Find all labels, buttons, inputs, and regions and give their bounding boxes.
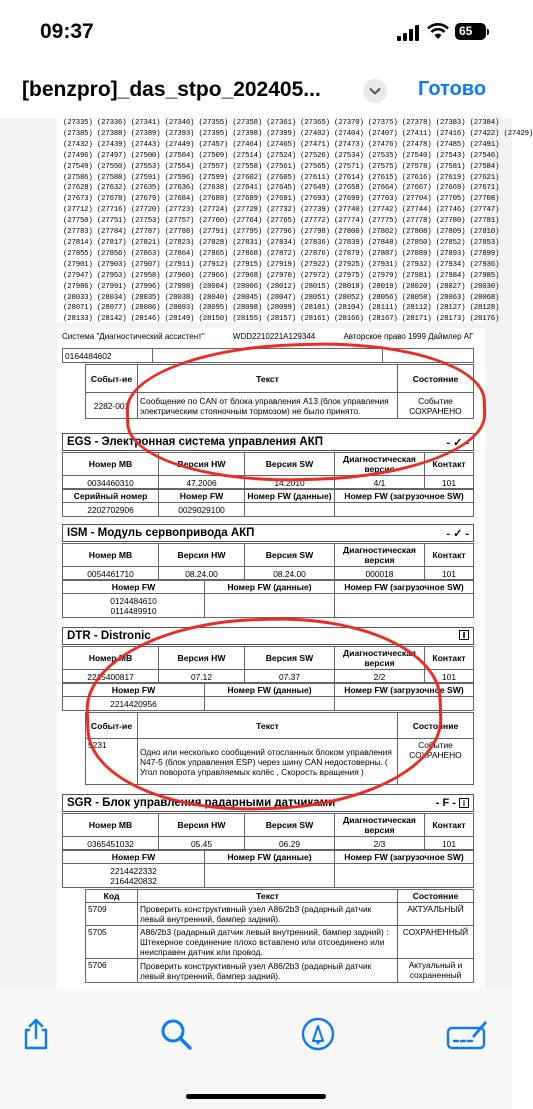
code-list-line: (27750) (27751) (27753) (27757) (27760) (27764) (27765) (27772) (27774) (27775) (27778) (27780) (27781) — [63, 217, 500, 226]
nav-bar — [0, 70, 512, 114]
sgr-fw-2: 2164420832 — [110, 875, 157, 886]
sgr-code-header: Код — [86, 890, 138, 903]
section-dtr-title: DTR - Distronic — [67, 630, 151, 642]
section-sgr-status: - F - — [435, 797, 456, 809]
section-sgr-status-wrap — [436, 797, 469, 809]
code-list-line: (27673) (27678) (27679) (27684) (27688) (27689) (27691) (27693) (27699) (27703) (27704) (27705) (27708) — [63, 195, 500, 204]
title-menu-button[interactable] — [363, 79, 387, 103]
code-list-line: (27814) (27817) (27821) (27823) (27828) (27831) (27834) (27836) (27839) (27848) (27850) (27852) (27853) — [63, 238, 500, 247]
dtr-event-text: Одно или несколько сообщений отосланных блоком управления N47-5 (блок управления ESP) через шину CAN недостоверны. ( Угол поворота управляемых колёс , Скорость вращения ) — [138, 739, 398, 785]
sgr-state-header: Состояние — [398, 890, 474, 903]
battery-tip — [487, 29, 489, 35]
copyright: Авторское право 1999 Даймлер АГ — [343, 332, 474, 341]
row-code: 5709 — [86, 903, 138, 926]
markup-pen-icon[interactable] — [300, 1016, 336, 1052]
code-list-line: (27712) (27716) (27720) (27723) (27724) (27728) (27732) (27739) (27740) (27742) (27744) (27746) (27747) — [63, 206, 500, 215]
label-contact: Контакт — [425, 453, 474, 476]
label-diag: Диагностическая версия — [335, 544, 425, 567]
text-header: Текст — [138, 365, 398, 393]
dtr-hw: 07.12 — [159, 670, 245, 684]
code-list-line: (27586) (27588) (27591) (27596) (27599) (27602) (27605) (27611) (27614) (27615) (27616) (27619) (27621) — [63, 173, 500, 182]
info-icon[interactable]: i — [459, 798, 469, 808]
table-row — [86, 903, 474, 926]
sgr-fw-list — [63, 864, 205, 888]
label-fw: Номер FW — [63, 850, 205, 864]
sgr-contact: 101 — [425, 837, 474, 851]
sgr-text-header: Текст — [138, 890, 398, 903]
sgr-diag: 2/3 — [335, 837, 425, 851]
section-ism-status: - ✓ - — [446, 528, 469, 540]
label-fw-boot: Номер FW (загрузочное SW) — [335, 850, 474, 864]
egs-table-2 — [62, 488, 474, 517]
label-fw-boot: Номер FW (загрузочное SW) — [335, 683, 474, 697]
egs-contact: 101 — [425, 476, 474, 490]
row-state: СОХРАНЕННЫЙ — [398, 926, 474, 959]
label-mb-no: Номер MB — [63, 453, 159, 476]
code-list-line: (27855) (27856) (27863) (27864) (27865) (27868) (27872) (27876) (27879) (27887) (27889) (27893) (27899) — [63, 249, 500, 258]
code-list-line: (27335) (27336) (27341) (27346) (27355) (27358) (27361) (27365) (27370) (27375) (27378) (27383) (27384) — [63, 119, 500, 127]
dtr-event-header: Событ-ие — [86, 713, 138, 739]
label-fw-data: Номер FW (данные) — [205, 850, 335, 864]
fault-code-list — [57, 118, 533, 325]
label-diag: Диагностическая версия — [335, 453, 425, 476]
vin: WDD2210221A129344 — [232, 332, 316, 341]
sgr-table-2 — [62, 849, 474, 888]
dtr-event-code: 5231 — [86, 739, 138, 785]
event-header: Событ-ие — [86, 365, 138, 393]
row-state: Актуальный и сохраненный — [398, 959, 474, 983]
label-fw-data: Номер FW (данные) — [245, 489, 335, 503]
row-code: 5705 — [86, 926, 138, 959]
sgr-fw-1: 2214422332 — [110, 865, 157, 876]
code-list-line: (27549) (27550) (27553) (27554) (27557) (27558) (27561) (27565) (27571) (27575) (27578) (27581) (27584) — [63, 162, 500, 171]
section-ism-header — [62, 524, 474, 542]
dtr-text-header: Текст — [138, 713, 398, 739]
battery-icon: 65 — [455, 23, 486, 40]
section-sgr-title: SGR - Блок управления радарными датчиками — [67, 797, 336, 809]
ism-fw-list — [63, 594, 205, 618]
label-hw: Версия HW — [159, 544, 245, 567]
section-ism-title: ISM - Модуль сервопривода АКП — [67, 527, 255, 539]
egs-serial: 2202702906 — [63, 503, 159, 517]
dtr-contact: 101 — [425, 670, 474, 684]
ism-fw-1: 0124484610 — [110, 595, 157, 606]
signature-icon[interactable] — [446, 1016, 488, 1052]
label-fw-boot: Номер FW (загрузочное SW) — [335, 580, 474, 594]
wifi-icon — [426, 22, 450, 40]
egs-fw: 0029029100 — [159, 503, 245, 517]
label-serial: Серийный номер — [63, 489, 159, 503]
sgr-mb-no: 0365451032 — [63, 837, 159, 851]
sgr-sw: 06.29 — [245, 837, 335, 851]
dtr-state-header: Состояние — [398, 713, 474, 739]
document-title[interactable]: [benzpro]_das_stpo_202405... — [22, 78, 321, 101]
label-fw: Номер FW — [63, 683, 205, 697]
part-number: 0164484602 — [63, 349, 153, 363]
share-icon[interactable] — [18, 1016, 54, 1052]
label-diag: Диагностическая версия — [335, 647, 425, 670]
dtr-event-state: Событие СОХРАНЕНО — [398, 739, 474, 785]
sgr-code-table — [85, 889, 474, 983]
bottom-toolbar — [0, 988, 512, 1109]
label-sw: Версия SW — [245, 453, 335, 476]
label-sw: Версия SW — [245, 814, 335, 837]
egs-sw: 14.2010 — [245, 476, 335, 490]
row-text: Проверить конструктивный узел A86/2b3 (радарный датчик левый внутренний, бампер задний). — [138, 959, 398, 983]
chevron-down-icon — [363, 79, 387, 103]
code-list-line: (27628) (27632) (27635) (27636) (27638) (27641) (27645) (27649) (27658) (27664) (27667) (27669) (27671) — [63, 184, 500, 193]
dtr-mb-no: 2215400817 — [63, 670, 159, 684]
status-bar — [0, 0, 512, 62]
page-header — [62, 332, 499, 341]
label-mb-no: Номер MB — [63, 544, 159, 567]
label-sw: Версия SW — [245, 647, 335, 670]
info-icon[interactable]: i — [459, 630, 469, 640]
sgr-hw: 05.45 — [159, 837, 245, 851]
egs-diag: 4/1 — [335, 476, 425, 490]
row-code: 5706 — [86, 959, 138, 983]
section-egs-status: - ✓ - — [446, 437, 469, 449]
table-row — [86, 926, 474, 959]
ism-fw-2: 0114489910 — [110, 605, 157, 616]
ism-hw: 08.24.00 — [159, 567, 245, 581]
label-hw: Версия HW — [159, 453, 245, 476]
ism-table-2 — [62, 579, 474, 618]
ism-sw: 08.24.00 — [245, 567, 335, 581]
table-row — [86, 959, 474, 983]
code-list-line: (27783) (27784) (27787) (27788) (27791) (27795) (27796) (27798) (27800) (27802) (27808) (27809) (27810) — [63, 228, 500, 237]
dtr-diag: 2/2 — [335, 670, 425, 684]
done-button[interactable]: Готово — [418, 78, 487, 100]
document-viewer[interactable] — [0, 118, 533, 988]
ism-diag: 000018 — [335, 567, 425, 581]
ism-mb-no: 0054461710 — [63, 567, 159, 581]
label-mb-no: Номер MB — [63, 647, 159, 670]
code-list-line: (28033) (28034) (28035) (28038) (28040) (28045) (28047) (28051) (28052) (28056) (28058) (28063) (28068) — [63, 293, 500, 302]
label-hw: Версия HW — [159, 814, 245, 837]
dtr-sw: 07.37 — [245, 670, 335, 684]
ism-table — [62, 543, 474, 581]
clock: 09:37 — [40, 20, 94, 43]
label-diag: Диагностическая версия — [335, 814, 425, 837]
label-mb-no: Номер MB — [63, 814, 159, 837]
cellular-signal-icon — [397, 25, 419, 41]
row-text: A86/2b3 (радарный датчик левый внутренний, бампер задний) : Штекерное соединение плохо вставлено или отсоединено или неисправен датчик или провод. — [138, 926, 398, 959]
egs-hw: 47.2006 — [159, 476, 245, 490]
code-list-line: (27432) (27439) (27443) (27449) (27457) (27464) (27465) (27471) (27473) (27476) (27478) (27485) (27491) — [63, 140, 500, 149]
label-fw-boot: Номер FW (загрузочное SW) — [335, 489, 474, 503]
event-state: Событие СОХРАНЕНО — [398, 393, 474, 419]
code-list-line: (27947) (27953) (27958) (27960) (27966) (27968) (27970) (27972) (27975) (27979) (27981) (27984) (27985) — [63, 271, 500, 280]
code-list-line: (27986) (27991) (27996) (27998) (28004) (28006) (28012) (28015) (28018) (28019) (28020) (28027) (28030) — [63, 282, 500, 291]
section-egs-title: EGS - Электронная система управления АКП — [67, 436, 324, 448]
label-fw: Номер FW — [159, 489, 245, 503]
row-text: Проверить конструктивный узел A86/2b3 (радарный датчик левый внутренний, бампер задний). — [138, 903, 398, 926]
dtr-fw: 2214420956 — [63, 697, 205, 711]
event-text: Сообщение по CAN от блока управления A13 (блок управления электрическим стояночным тормозом) не было принято. — [138, 393, 398, 419]
code-list-line: (28133) (28142) (28146) (28149) (28150) (28155) (28157) (28161) (28166) (28167) (28171) (28173) (28176) — [63, 315, 500, 324]
home-indicator — [186, 1094, 326, 1099]
state-header: Состояние — [398, 365, 474, 393]
label-contact: Контакт — [425, 647, 474, 670]
label-hw: Версия HW — [159, 647, 245, 670]
code-list-line: (27496) (27497) (27500) (27504) (27509) (27514) (27524) (27526) (27534) (27535) (27540) (27543) (27546) — [63, 151, 500, 160]
sgr-table — [62, 813, 474, 851]
code-list-line: (27385) (27388) (27389) (27393) (27395) (27398) (27399) (27402) (27404) (27407) (27411) (27416) (27422) (27429) — [63, 129, 533, 138]
code-list-line: (27901) (27903) (27907) (27911) (27912) (27915) (27919) (27922) (27925) (27931) (27932) (27934) (27936) — [63, 260, 500, 269]
system-name: Система "Диагностический ассистент" — [62, 332, 205, 341]
label-sw: Версия SW — [245, 544, 335, 567]
egs-mb-no: 0034460310 — [63, 476, 159, 490]
label-fw: Номер FW — [63, 580, 205, 594]
label-fw-data: Номер FW (данные) — [205, 683, 335, 697]
row-state: АКТУАЛЬНЫЙ — [398, 903, 474, 926]
search-icon[interactable] — [158, 1016, 194, 1052]
event-code: 2282-001 — [86, 393, 138, 419]
label-contact: Контакт — [425, 814, 474, 837]
pdf-page-1 — [57, 118, 533, 324]
code-list-line: (28071) (28077) (28086) (28093) (28095) (28098) (28099) (28101) (28104) (28111) (28112) (28127) (28128) — [63, 304, 500, 313]
label-contact: Контакт — [425, 544, 474, 567]
label-fw-data: Номер FW (данные) — [205, 580, 335, 594]
ism-contact: 101 — [425, 567, 474, 581]
